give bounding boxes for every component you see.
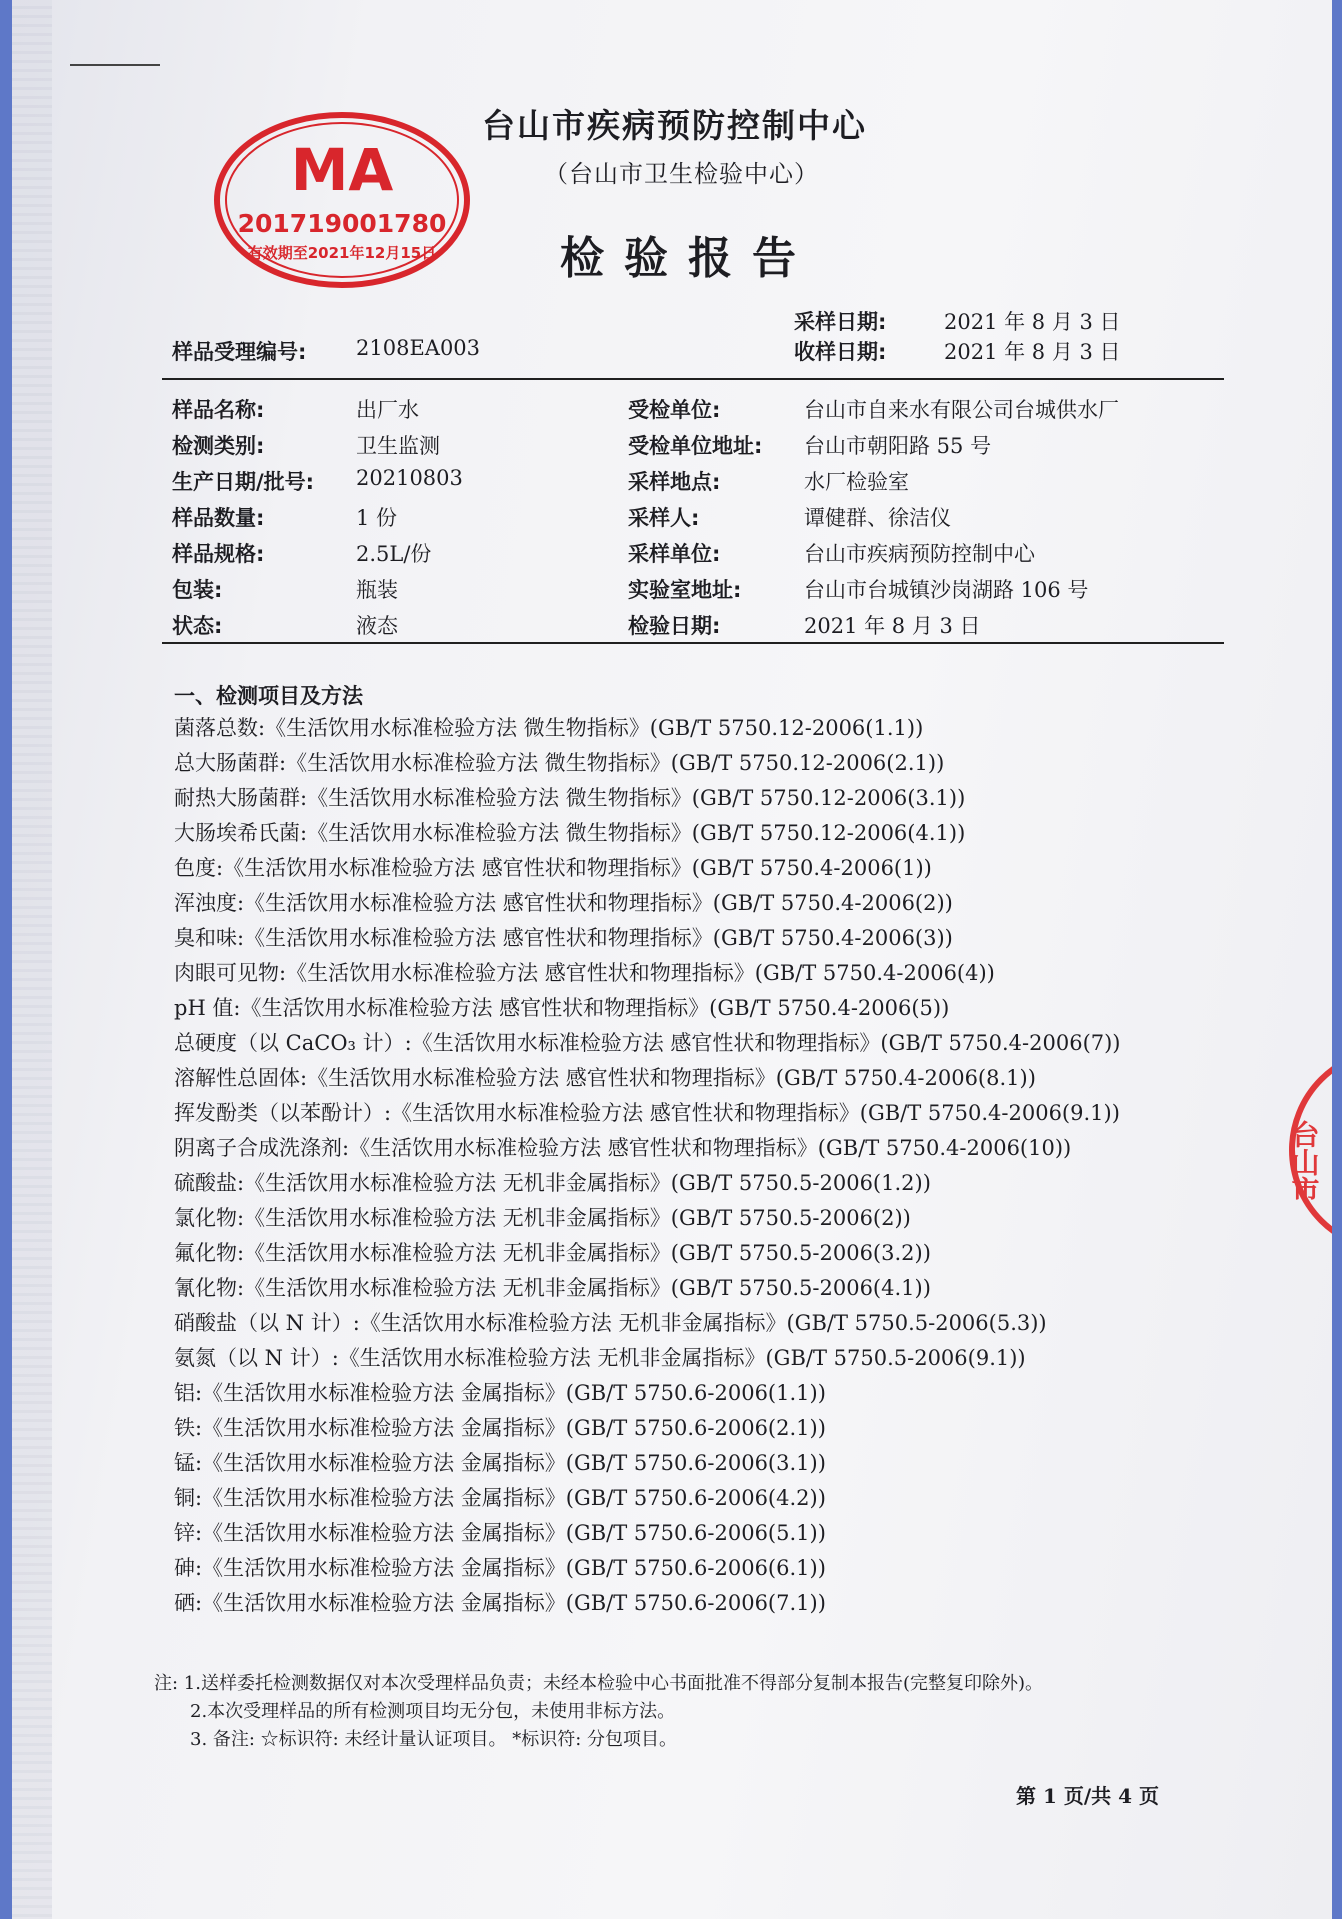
methods-list bbox=[174, 712, 1121, 1622]
info-value-right: 水厂检验室 bbox=[804, 470, 909, 494]
sampling-date-value: 2021 年 8 月 3 日 bbox=[944, 310, 1121, 334]
info-value-left: 液态 bbox=[356, 614, 398, 638]
info-label-right: 采样人: bbox=[628, 506, 700, 530]
report-page bbox=[12, 0, 1332, 1919]
receiving-date-label: 收样日期: bbox=[794, 340, 887, 364]
method-item: 菌落总数:《生活饮用水标准检验方法 微生物指标》(GB/T 5750.12-2006(1.1)) bbox=[174, 716, 924, 740]
info-value-right: 台山市自来水有限公司台城供水厂 bbox=[804, 398, 1119, 422]
info-label-right: 实验室地址: bbox=[628, 578, 742, 602]
info-value-left: 出厂水 bbox=[356, 398, 419, 422]
method-item: 铁:《生活饮用水标准检验方法 金属指标》(GB/T 5750.6-2006(2.1)) bbox=[174, 1416, 826, 1440]
info-label-right: 采样单位: bbox=[628, 542, 721, 566]
method-item: 浑浊度:《生活饮用水标准检验方法 感官性状和物理指标》(GB/T 5750.4-2006(2)) bbox=[174, 891, 953, 915]
footnotes bbox=[154, 1670, 1043, 1754]
info-value-right: 台山市台城镇沙岗湖路 106 号 bbox=[804, 578, 1089, 602]
side-seal bbox=[1282, 1040, 1332, 1260]
info-label-right: 受检单位地址: bbox=[628, 434, 763, 458]
report-title: 检验报告 bbox=[560, 233, 816, 284]
method-item: 氨氮（以 N 计）:《生活饮用水标准检验方法 无机非金属指标》(GB/T 5750.5-2006(9.1)) bbox=[174, 1346, 1026, 1370]
info-value-left: 瓶装 bbox=[356, 578, 398, 602]
method-item: 总硬度（以 CaCO₃ 计）:《生活饮用水标准检验方法 感官性状和物理指标》(GB/T 5750.4-2006(7)) bbox=[174, 1031, 1121, 1055]
info-label-left: 样品规格: bbox=[172, 542, 265, 566]
receipt-no-value: 2108EA003 bbox=[356, 336, 481, 360]
method-item: 氰化物:《生活饮用水标准检验方法 无机非金属指标》(GB/T 5750.5-2006(4.1)) bbox=[174, 1276, 931, 1300]
cma-stamp bbox=[212, 110, 472, 290]
side-seal-text: 台山市 bbox=[1287, 1120, 1321, 1204]
divider-top bbox=[162, 378, 1224, 380]
info-label-left: 检测类别: bbox=[172, 434, 265, 458]
cma-number: 201719001780 bbox=[237, 209, 447, 238]
methods-section-title: 一、检测项目及方法 bbox=[174, 684, 363, 708]
sampling-date-label: 采样日期: bbox=[794, 310, 887, 334]
info-label-left: 样品名称: bbox=[172, 398, 265, 422]
method-item: 锰:《生活饮用水标准检验方法 金属指标》(GB/T 5750.6-2006(3.1)) bbox=[174, 1451, 826, 1475]
info-label-right: 检验日期: bbox=[628, 614, 721, 638]
receiving-date-value: 2021 年 8 月 3 日 bbox=[944, 340, 1121, 364]
method-item: 硝酸盐（以 N 计）:《生活饮用水标准检验方法 无机非金属指标》(GB/T 5750.5-2006(5.3)) bbox=[174, 1311, 1047, 1335]
info-value-right: 台山市疾病预防控制中心 bbox=[804, 542, 1035, 566]
footnote-1: 注: 1.送样委托检测数据仅对本次受理样品负责；未经本检验中心书面批准不得部分复制本报告(完整复印除外)。 bbox=[154, 1673, 1043, 1694]
info-label-left: 状态: bbox=[172, 614, 223, 638]
method-item: 色度:《生活饮用水标准检验方法 感官性状和物理指标》(GB/T 5750.4-2006(1)) bbox=[174, 856, 932, 880]
method-item: 溶解性总固体:《生活饮用水标准检验方法 感官性状和物理指标》(GB/T 5750.4-2006(8.1)) bbox=[174, 1066, 1036, 1090]
org-name: 台山市疾病预防控制中心 bbox=[482, 106, 867, 145]
info-value-left: 20210803 bbox=[356, 466, 463, 490]
method-item: 氟化物:《生活饮用水标准检验方法 无机非金属指标》(GB/T 5750.5-2006(3.2)) bbox=[174, 1241, 931, 1265]
info-value-right: 2021 年 8 月 3 日 bbox=[804, 614, 981, 638]
info-label-left: 包装: bbox=[172, 578, 223, 602]
info-label-left: 样品数量: bbox=[172, 506, 265, 530]
info-label-right: 受检单位: bbox=[628, 398, 721, 422]
footnote-3: 3. 备注: ☆标识符: 未经计量认证项目。 *标识符: 分包项目。 bbox=[190, 1729, 677, 1750]
corner-mark bbox=[70, 64, 160, 66]
method-item: 氯化物:《生活饮用水标准检验方法 无机非金属指标》(GB/T 5750.5-2006(2)) bbox=[174, 1206, 911, 1230]
method-item: 铜:《生活饮用水标准检验方法 金属指标》(GB/T 5750.6-2006(4.2)) bbox=[174, 1486, 826, 1510]
method-item: 硫酸盐:《生活饮用水标准检验方法 无机非金属指标》(GB/T 5750.5-2006(1.2)) bbox=[174, 1171, 931, 1195]
method-item: 铝:《生活饮用水标准检验方法 金属指标》(GB/T 5750.6-2006(1.1)) bbox=[174, 1381, 826, 1405]
method-item: 臭和味:《生活饮用水标准检验方法 感官性状和物理指标》(GB/T 5750.4-2006(3)) bbox=[174, 926, 953, 950]
info-value-right: 台山市朝阳路 55 号 bbox=[804, 434, 992, 458]
cma-validity: 有效期至2021年12月15日 bbox=[247, 244, 437, 262]
binding-edge bbox=[12, 0, 52, 1919]
receipt-no-label: 样品受理编号: bbox=[172, 340, 307, 364]
info-value-right: 谭健群、徐洁仪 bbox=[804, 506, 951, 530]
info-value-left: 卫生监测 bbox=[356, 434, 440, 458]
method-item: 砷:《生活饮用水标准检验方法 金属指标》(GB/T 5750.6-2006(6.1)) bbox=[174, 1556, 826, 1580]
method-item: 硒:《生活饮用水标准检验方法 金属指标》(GB/T 5750.6-2006(7.1)) bbox=[174, 1591, 826, 1615]
method-item: 锌:《生活饮用水标准检验方法 金属指标》(GB/T 5750.6-2006(5.1)) bbox=[174, 1521, 826, 1545]
method-item: 阴离子合成洗涤剂:《生活饮用水标准检验方法 感官性状和物理指标》(GB/T 5750.4-2006(10)) bbox=[174, 1136, 1072, 1160]
method-item: pH 值:《生活饮用水标准检验方法 感官性状和物理指标》(GB/T 5750.4-2006(5)) bbox=[174, 996, 950, 1020]
page-indicator: 第 1 页/共 4 页 bbox=[1016, 1784, 1159, 1808]
divider-bottom bbox=[162, 642, 1224, 644]
info-value-left: 1 份 bbox=[356, 506, 398, 530]
info-label-right: 采样地点: bbox=[628, 470, 721, 494]
cma-mark: MA bbox=[290, 136, 394, 204]
method-item: 挥发酚类（以苯酚计）:《生活饮用水标准检验方法 感官性状和物理指标》(GB/T 5750.4-2006(9.1)) bbox=[174, 1101, 1120, 1125]
method-item: 总大肠菌群:《生活饮用水标准检验方法 微生物指标》(GB/T 5750.12-2006(2.1)) bbox=[174, 751, 945, 775]
org-subtitle: （台山市卫生检验中心） bbox=[544, 160, 819, 188]
footnote-2: 2.本次受理样品的所有检测项目均无分包，未使用非标方法。 bbox=[190, 1701, 676, 1722]
info-value-left: 2.5L/份 bbox=[356, 542, 432, 566]
method-item: 肉眼可见物:《生活饮用水标准检验方法 感官性状和物理指标》(GB/T 5750.4-2006(4)) bbox=[174, 961, 995, 985]
method-item: 大肠埃希氏菌:《生活饮用水标准检验方法 微生物指标》(GB/T 5750.12-2006(4.1)) bbox=[174, 821, 966, 845]
method-item: 耐热大肠菌群:《生活饮用水标准检验方法 微生物指标》(GB/T 5750.12-2006(3.1)) bbox=[174, 786, 966, 810]
info-label-left: 生产日期/批号: bbox=[172, 470, 315, 494]
